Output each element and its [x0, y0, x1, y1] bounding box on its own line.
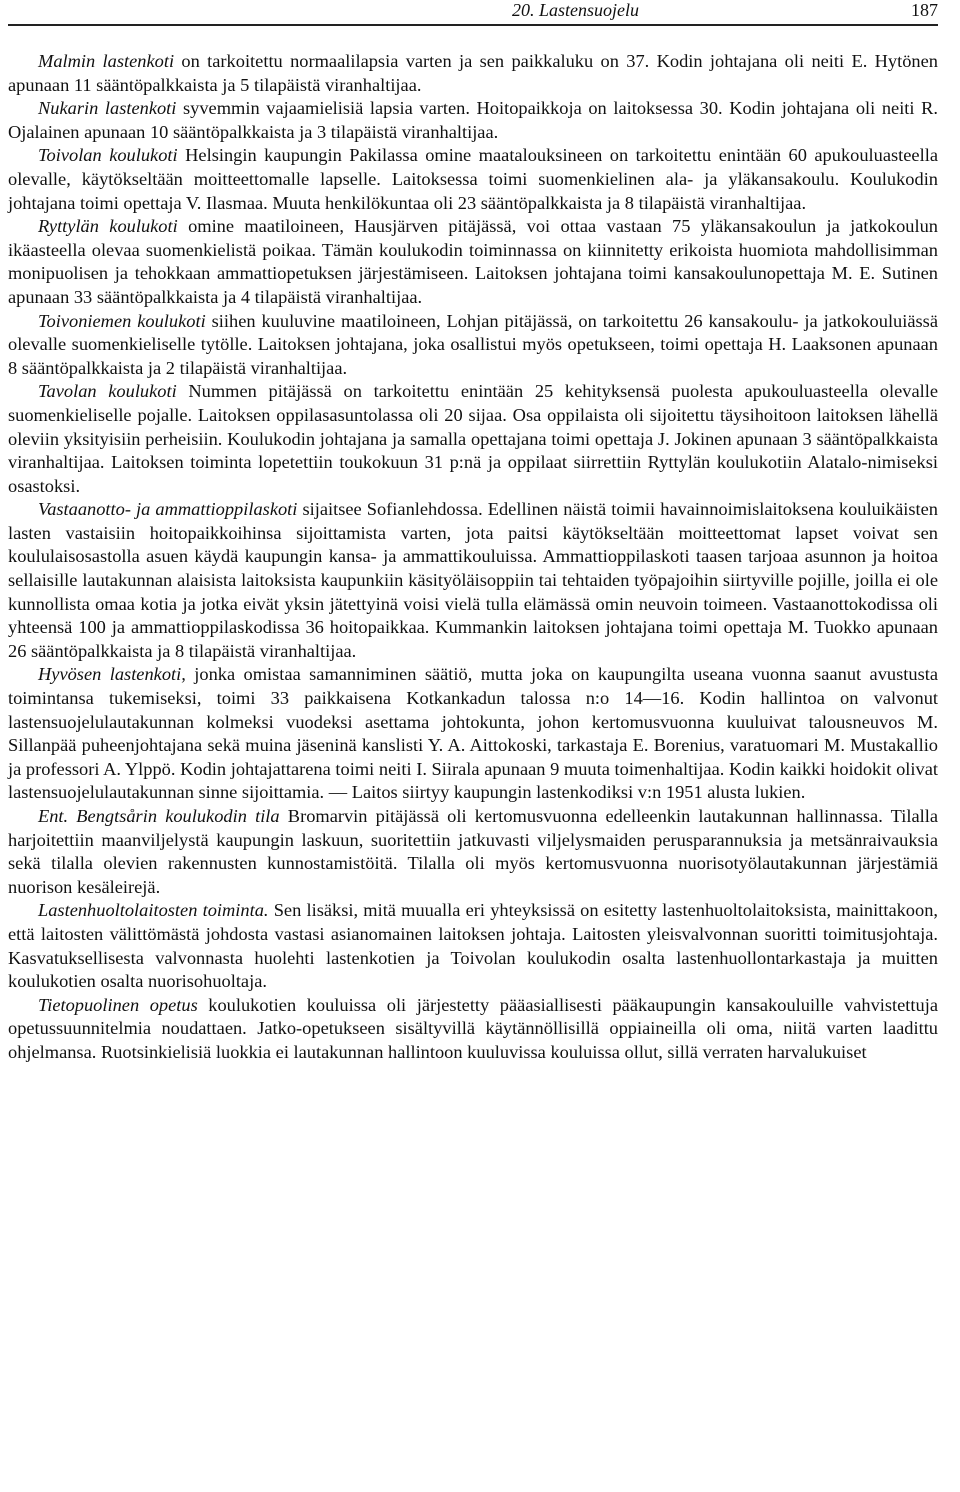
paragraph-toivolan: [8, 144, 938, 215]
paragraph-lead: Tavolan koulukoti: [38, 381, 177, 402]
paragraph-lead: Hyvösen lastenkoti,: [38, 664, 186, 685]
paragraph-text: jonka omistaa samanniminen säätiö, mutta joka on kaupungilta useana vuonna saanut avustusta toimintansa tukemiseksi, toimi 33 paikkaisena Kotkankadun talossa n:o 14—16. Kodin hallintoa on valvonut lastensuojelulautakunnan kolmeksi vuodeksi asettama johtokunta, johon kertomusvuonna kuuluivat talousneuvos M. Sillanpää puheenjohtajana sekä muina jäseninä kanslisti Y. A. Aittokoski, tarkastaja E. Borenius, varatuomari M. Mustakallio ja professori A. Ylppö. Kodin johtajattarena toimi neiti I. Siirala apunaan 9 muuta toimenhaltijaa. Kodin kaikki hoidokit olivat lastensuojelulautakunnan sinne sijoittamia. — Laitos siirtyy kaupungin lastenkodiksi v:n 1951 alusta lukien.: [8, 664, 938, 803]
paragraph-text: Nummen pitäjässä on tarkoitettu enintään 25 kehityksensä puolesta apukouluasteella olevalle suomenkieliselle pojalle. Laitoksen oppilasasuntolassa oli 20 sijaa. Osa oppilaista oli sijoitettu täysihoitoon laitoksen lähellä oleviin yksityisiin perheisiin. Koulukodin johtajana ja samalla opettajana toimi opettaja J. Jokinen apunaan 3 sääntöpalkkaista viranhaltijaa. Laitoksen toiminta lopetettiin toukokuun 31 p:nä ja oppilaat siirrettiin Ryttylän koulukotiin Alatalo-nimiseksi osastoksi.: [8, 381, 938, 496]
paragraph-lead: Vastaanotto- ja ammattioppilaskoti: [38, 499, 298, 520]
paragraph-text: Bromarvin pitäjässä oli kertomusvuonna edelleenkin lautakunnan hallinnassa. Tilalla harjoitettiin maanviljelystä kaupungin laskuun, suoritettiin jatkuvasti viljelysmaiden perusparannuksia ja metsänraivauksia sekä tilalla olevien rakennusten kunnostamistöitä. Tilalla oli myös kertomusvuonna nuorisotyölautakunnan järjestämiä nuorison kesäleirejä.: [8, 806, 938, 897]
paragraph-text: syvemmin vajaamielisiä lapsia varten. Hoitopaikkoja on laitoksessa 30. Kodin johtajana oli neiti R. Ojalainen apunaan 10 sääntöpalkkaista ja 3 tilapäistä viranhaltijaa.: [8, 98, 938, 142]
paragraph-hyvosen: [8, 663, 938, 805]
paragraph-lead: Toivolan koulukoti: [38, 145, 178, 166]
body-text: [8, 50, 938, 1065]
paragraph-lead: Nukarin lastenkoti: [38, 98, 177, 119]
header-rule: [8, 24, 938, 26]
paragraph-text: Helsingin kaupungin Pakilassa omine maatalouksineen on tarkoitettu enintään 60 apukouluasteella olevalle, käytökseltään moitteettomalle lapselle. Laitoksessa toimi suomenkielinen ala- ja yläkansakoulu. Koulukodin johtajana toimi opettaja V. Ilasmaa. Muuta henkilökuntaa oli 23 sääntöpalkkaista ja 8 tilapäistä viranhaltijaa.: [8, 145, 938, 213]
paragraph-lead: Ryttylän koulukoti: [38, 216, 178, 237]
paragraph-lastenhuoltolaitosten: [8, 899, 938, 993]
paragraph-text: sijaitsee Sofianlehdossa. Edellinen näistä toimii havainnoimislaitoksena kouluikäisten lasten vastaisiin hoitopaikkoihinsa sijoittamista varten, jota paitsi käytökseltään moitteettomat lapset voivat sen koululaisosastolla asuen käydä kaupungin kansa- ja ammattikouluissa. Ammattioppilaskoti taasen tarjoaa asunnon ja hoitoa sellaisille lautakunnan alaisista laitoksista kaupunkiin käsityöläisoppiin tai tehtaiden työpajoihin siirtyville pojille, joilla ei ole kunnollista omaa kotia ja jotka eivät yksin jätettyinä voisi vielä tulla elämässä omin neuvoin toimeen. Vastaanottokodissa oli yhteensä 100 ja ammattioppilaskodissa 36 hoitopaikkaa. Kummankin laitoksen johtajana toimi opettaja M. Tuokko apunaan 26 sääntöpalkkaista ja 8 tilapäistä viranhaltijaa.: [8, 499, 938, 661]
paragraph-vastaanotto: [8, 498, 938, 663]
paragraph-nukarin: [8, 97, 938, 144]
paragraph-text: koulukotien kouluissa oli järjestetty pääasiallisesti pääkaupungin kansakouluille vahvistettuja opetussuunnitelmia noudattaen. Jatko-opetukseen sisältyvillä käytännöllisillä oppiaineilla oli oma, niitä varten laadittu ohjelmansa. Ruotsinkielisiä luokkia ei lautakunnan hallintoon kuuluvissa kouluissa ollut, sillä verraten harvalukuiset: [8, 994, 938, 1062]
paragraph-lead: Ent. Bengtsårin koulukodin tila: [38, 806, 280, 826]
paragraph-ryttylan: [8, 215, 938, 309]
page-number: 187: [911, 0, 938, 20]
paragraph-text: Sen lisäksi, mitä muualla eri yhteyksissä on esitetty lastenhuoltolaitoksista, mainittakoon, että laitosten välittömästä johdosta vastasi asianomainen laitoksen johtaja. Laitosten yleisvalvonnan suoritti toimitusjohtaja. Kasvatuksellisesta valvonnasta huolehti lastenkotien ja Toivolan koulukodin osalta lastenhuollontarkastaja ja muitten koulukotien osalta nuorisohuoltaja.: [8, 900, 938, 992]
paragraph-lead: Tietopuolinen opetus: [38, 994, 198, 1015]
paragraph-text: omine maatiloineen, Hausjärven pitäjässä, voi ottaa vastaan 75 yläkansakoulun ja jatkokoulun ikäasteella olevaa suomenkielistä poikaa. Tämän koulukodin toiminnassa on kiinnitetty erikoista huomiota mahdollisimman monipuolisen ja tehokkaan ammattiopetuksen järjestämiseen. Laitoksen johtajana toimi kansakoulunopettaja M. E. Sutinen apunaan 33 sääntöpalkkaista ja 4 tilapäistä viranhaltijaa.: [8, 216, 939, 307]
paragraph-text: on tarkoitettu normaalilapsia varten ja sen paikkaluku on 37. Kodin johtajana oli neiti E. Hytönen apunaan 11 sääntöpalkkaista ja 5 tilapäistä viranhaltijaa.: [8, 51, 938, 95]
paragraph-malmin: [8, 50, 938, 97]
paragraph-tietopuolinen: [8, 994, 938, 1065]
paragraph-tavolan: [8, 380, 938, 498]
paragraph-lead: Toivoniemen koulukoti: [38, 310, 206, 331]
paragraph-toivoniemen: [8, 310, 938, 381]
paragraph-bengtsarin: [8, 805, 938, 899]
paragraph-lead: Lastenhuoltolaitosten toiminta.: [38, 900, 269, 921]
chapter-title: 20. Lastensuojelu: [512, 0, 640, 20]
paragraph-text: siihen kuuluvine maatiloineen, Lohjan pitäjässä, on tarkoitettu 26 kansakoulu- ja jatkokouluiässä olevalle suomenkieliselle tytölle. Laitoksen johtajana, joka osallistui myös opetukseen, toimi opettaja H. Laaksonen apunaan 8 sääntöpalkkaista ja 2 tilapäistä viranhaltijaa.: [8, 310, 938, 378]
paragraph-lead: Malmin lastenkoti: [38, 51, 175, 71]
